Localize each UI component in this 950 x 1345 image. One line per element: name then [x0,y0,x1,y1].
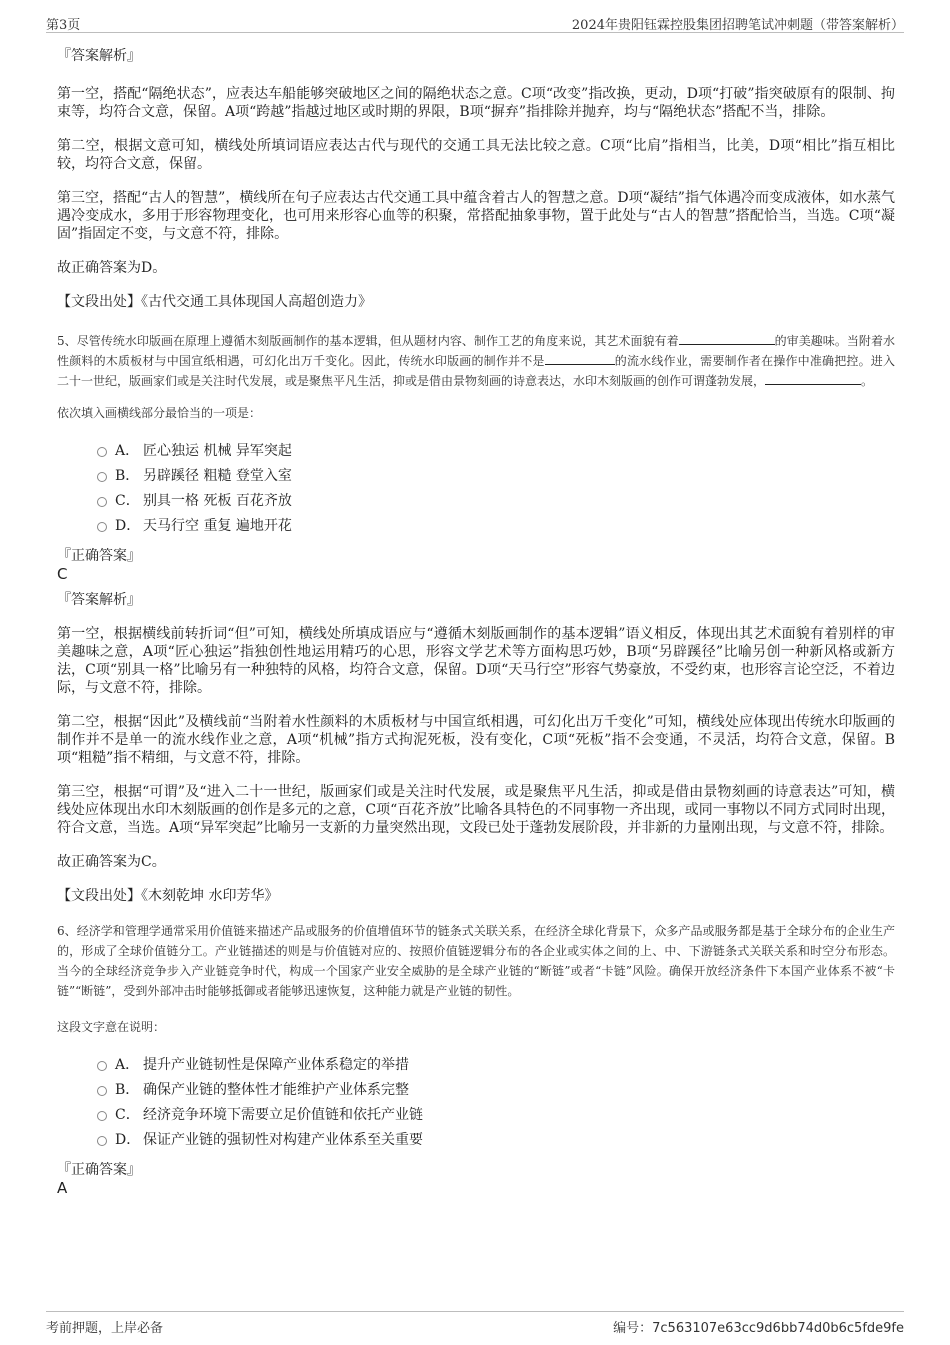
q6-option-a[interactable]: A． 提升产业链韧性是保障产业体系稳定的举措 [57,1053,895,1078]
radio-icon[interactable] [97,472,107,482]
q5-analysis-paragraph: 第三空，根据“可谓”及“进入二十一世纪，版画家们或是关注时代发展，或是聚焦平凡生活，抑或是借由景物刻画的诗意表达”可知，横线处应体现出水印木刻版画的创作是多元的之意，C项“百花齐放”比喻各具特色的不同事物一齐出现，或同一事物以不同方式同时出现，符合文意，当选。A项“异军突起”比喻另一支新的力量突然出现，文段已处于蓬勃发展阶段，并非新的力量刚出现，与文意不符，排除。 [57,784,895,836]
q6-option-c[interactable]: C． 经济竞争环境下需要立足价值链和依托产业链 [57,1103,895,1128]
q4-analysis-label: 『答案解析』 [57,48,141,64]
q4-conclusion: 故正确答案为D。 [57,260,167,276]
radio-icon[interactable] [97,1061,107,1071]
q4-analysis-paragraph: 第二空，根据文意可知，横线处所填词语应表达古代与现代的交通工具无法比较之意。C项“比肩”指相当，比美，D项“相比”指互相比较，均符合文意，保留。 [57,138,895,172]
q5-analysis-paragraph: 第一空，根据横线前转折词“但”可知，横线处所填成语应与“遵循木刻版画制作的基本逻辑”语义相反，体现出其艺术面貌有着别样的审美趣味之意，A项“匠心独运”指独创性地运用精巧的心思，形容文学艺术等方面构思巧妙，B项“另辟蹊径”比喻另创一种新风格或新方法，C项“别具一格”比喻另有一种独特的风格，均符合文意，保留。D项“天马行空”形容气势豪放，不受约束，也形容言论空泛，不着边际，与文意不符，排除。 [57,626,895,696]
document-code: 编号：7c563107e63cc9d6bb74d0b6c5fde9fe [613,1321,904,1336]
answer-blank [765,372,861,385]
answer-blank [545,352,615,365]
answer-blank [679,332,775,345]
page-header [46,10,904,33]
q5-prompt: 依次填入画横线部分最恰当的一项是： [57,406,262,420]
q5-options [57,439,895,539]
page-content [57,47,895,1197]
q4-analysis-paragraph: 第三空，搭配“古人的智慧”，横线所在句子应表达古代交通工具中蕴含着古人的智慧之意。D项“凝结”指气体遇冷而变成液体，如水蒸气遇冷变成水，多用于形容物理变化，也可用来形容心血等的积聚，常搭配抽象事物，置于此处与“古人的智慧”搭配恰当，当选。C项“凝固”指固定不变，与文意不符，排除。 [57,190,895,242]
page-number: 第3页 [46,18,81,33]
q4-analysis-paragraph: 第一空，搭配“隔绝状态”，应表达车船能够突破地区之间的隔绝状态之意。C项“改变”指改换，更动，D项“打破”指突破原有的限制、拘束等，均符合文意，保留。A项“跨越”指越过地区或时期的界限，B项“摒弃”指排除并抛弃，均与“隔绝状态”搭配不当，排除。 [57,86,895,120]
radio-icon[interactable] [97,1136,107,1146]
q6-stem: 6、经济学和管理学通常采用价值链来描述产品或服务的价值增值环节的链条式关联关系，在经济全球化背景下，众多产品或服务都是基于全球分布的企业生产的，形成了全球价值链分工。产业链描述的则是与价值链对应的、按照价值链逻辑分布的各企业或实体之间的上、中、下游链条式关联关系和时空分布形态。当今的全球经济竞争步入产业链竞争时代，构成一个国家产业安全威胁的是全球产业链的“断链”或者“卡链”风险。确保开放经济条件下本国产业体系不被“卡链”“断链”，受到外部冲击时能够抵御或者能够迅速恢复，这种能力就是产业链的韧性。 [57,924,895,998]
radio-icon[interactable] [97,1086,107,1096]
q6-options [57,1053,895,1153]
q5-option-b[interactable]: B． 另辟蹊径 粗糙 登堂入室 [57,464,895,489]
radio-icon[interactable] [97,1111,107,1121]
radio-icon[interactable] [97,447,107,457]
q5-option-c[interactable]: C． 别具一格 死板 百花齐放 [57,489,895,514]
q5-conclusion: 故正确答案为C。 [57,854,166,870]
q5-source: 【文段出处】《木刻乾坤 水印芳华》 [57,888,279,904]
q5-stem: 5、尽管传统水印版画在原理上遵循木刻版画制作的基本逻辑，但从题材内容、制作工艺的角度来说，其艺术面貌有着 的审美趣味。当附着水性颜料的木质板材与中国宣纸相遇，可幻化出万千变化。因此，传统水印版画的制作并不是 的流水线作业，需要制作者在操作中准确把控。进入二十一世纪，版画家们或是关注时代发展，或是聚焦平凡生活，抑或是借由景物刻画的诗意表达，水印木刻版画的创作可谓蓬勃发展， 。 [57,334,895,388]
q4-source: 【文段出处】《古代交通工具体现国人高超创造力》 [57,294,372,310]
q6-option-b[interactable]: B． 确保产业链的整体性才能维护产业体系完整 [57,1078,895,1103]
q5-option-a[interactable]: A． 匠心独运 机械 异军突起 [57,439,895,464]
radio-icon[interactable] [97,522,107,532]
q6-correct-answer: A [57,1179,68,1197]
radio-icon[interactable] [97,497,107,507]
q6-prompt: 这段文字意在说明： [57,1020,166,1034]
q5-analysis-paragraph: 第二空，根据“因此”及横线前“当附着水性颜料的木质板材与中国宣纸相遇，可幻化出万千变化”可知，横线处应体现出传统水印版画的制作并不是单一的流水线作业之意，A项“机械”指方式拘泥死板，没有变化，C项“死板”指不会变通，不灵活，均符合文意，保留。B项“粗糙”指不精细，与文意不符，排除。 [57,714,895,766]
q6-option-d[interactable]: D． 保证产业链的强韧性对构建产业体系至关重要 [57,1128,895,1153]
q5-correct-label: 『正确答案』 [57,548,141,564]
q5-option-d[interactable]: D． 天马行空 重复 遍地开花 [57,514,895,539]
q5-correct-answer: C [57,565,68,583]
footer-slogan: 考前押题，上岸必备 [46,1321,164,1336]
q6-correct-label: 『正确答案』 [57,1162,141,1178]
document-title: 2024年贵阳钰霖控股集团招聘笔试冲刺题（带答案解析） [571,18,904,33]
q5-analysis-label: 『答案解析』 [57,592,141,608]
page-footer [46,1311,904,1338]
